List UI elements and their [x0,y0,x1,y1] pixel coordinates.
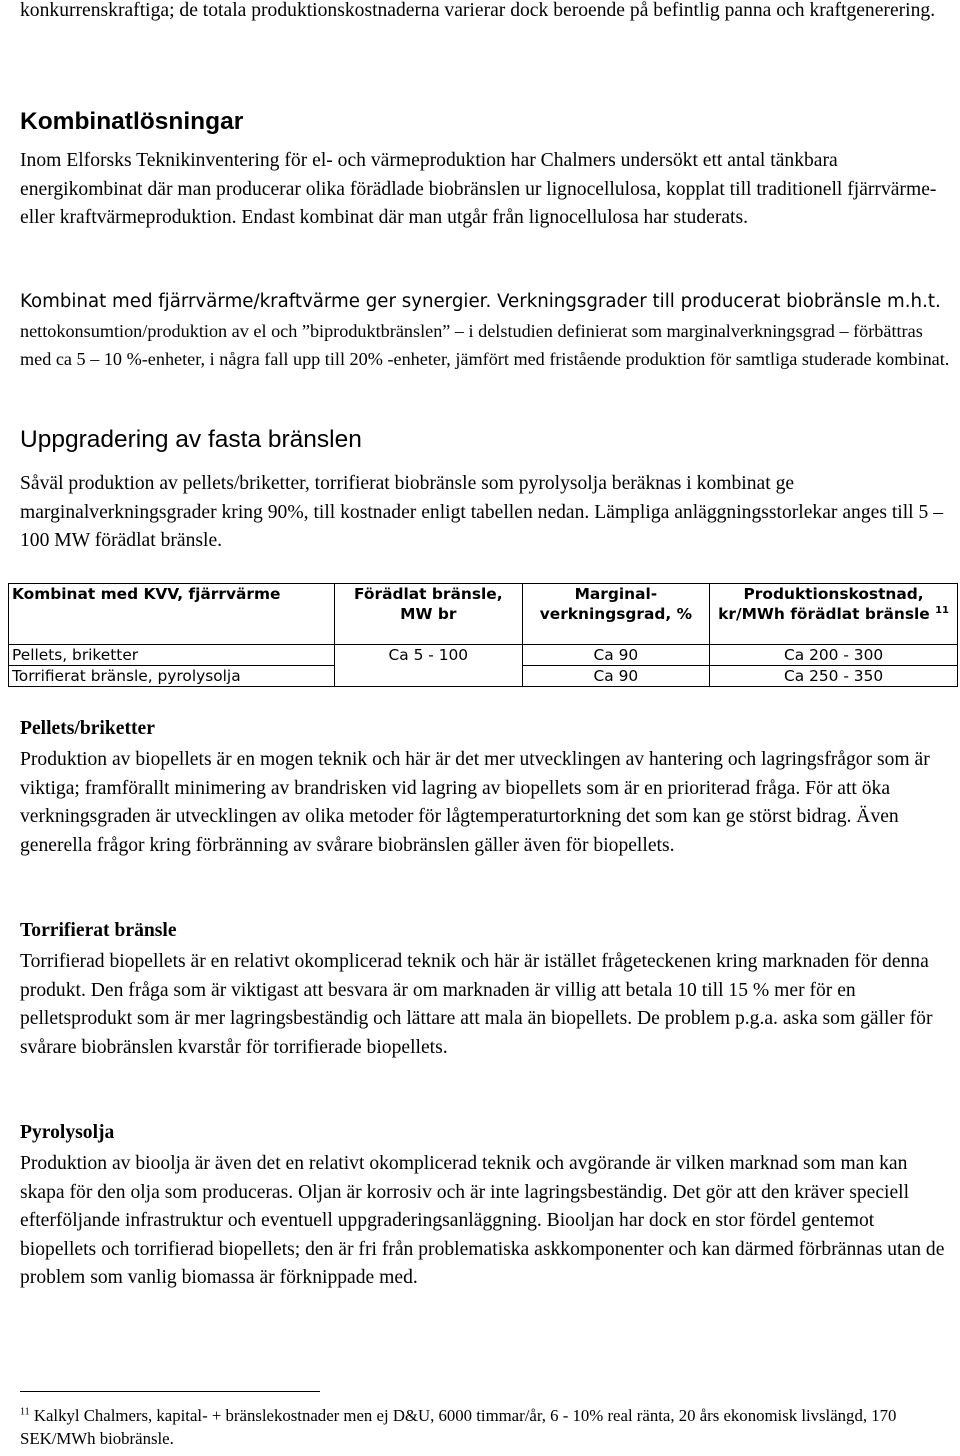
kombinat-paragraph-1: Inom Elforsks Teknikinventering för el- och värmeproduktion har Chalmers undersökt ett antal tänkbara energikombinat där man producerar olika förädlade biobränslen ur lignocellulosa, kopplat till traditionell fjärrvärme- eller kraftvärmeproduktion. Endast kombinat där man utgår från lignocellulosa har studerats. [20,150,937,229]
table-header-cell: Kombinat med KVV, fjärrvärme [9,584,335,645]
kombinat-paragraph-2 [20,287,955,374]
table-cell: Ca 200 - 300 [710,645,958,666]
table-cell: Ca 90 [522,645,710,666]
uppgradering-paragraph: Såväl produktion av pellets/briketter, torrifierat biobränsle som pyrolysolja beräknas i kombinat ge marginalverkningsgrader kring 90%, till kostnader enligt tabellen nedan. Lämpliga anläggningsstorlekar anges till 5 – 100 MW förädlat bränsle. [20,473,944,552]
table-row [9,645,958,666]
table-header-cell-cost [710,584,958,645]
table-cell: Ca 5 - 100 [335,645,523,687]
heading-pyrolysolja: Pyrolysolja [20,1122,115,1143]
table-cell: Pellets, briketter [9,645,335,666]
kombinat-paragraph-2-sans: Kombinat med fjärrvärme/kraftvärme ger synergier. Verkningsgrader till producerat biobränsle m.h.t. [20,291,941,312]
cost-table [8,583,958,687]
kombinat-paragraph-2-serif: nettokonsumtion/produktion av el och ”biproduktbränslen” – i delstudien definierat som marginalverkningsgrad – förbättras med ca 5 – 10 %-enheter, i några fall upp till 20% -enheter, jämfört med fristående produktion för samtliga studerade kombinat. [20,320,950,370]
table-header-row [9,584,958,645]
table-header-cell: Produktionskostnad, kr/MWh förädlat bränsle [718,585,930,623]
table-header-cell: Förädlat bränsle, MW br [335,584,523,645]
pellets-paragraph: Produktion av biopellets är en mogen teknik och här är det mer utvecklingen av hantering och lagringsfrågor som är viktiga; framförallt minimering av brandrisken vid lagring av biopellets som är en prioriterad fråga. För att öka verkningsgraden är utvecklingen av olika metoder för lågtemperaturtorkning det som kan ge störst bidrag. Även generella frågor kring förbränning av svårare biobränslen gäller även för biopellets. [20,749,930,856]
table-cell: Ca 250 - 350 [710,666,958,687]
heading-pellets: Pellets/briketter [20,718,155,739]
footnote-text: Kalkyl Chalmers, kapital- + bränslekostnader men ej D&U, 6000 timmar/år, 6 - 10% real ränta, 20 års ekonomisk livslängd, 170 SEK/MWh biobränsle. [20,1406,897,1448]
table-header-cell: Marginal-verkningsgrad, % [522,584,710,645]
footnote-number: 11 [20,1406,30,1418]
torrifierat-paragraph: Torrifierad biopellets är en relativt okomplicerad teknik och här är istället frågeteckenen kring marknaden för denna produkt. Den fråga som är viktigast att besvara är om marknaden är villig att betala 10 till 15 % mer för en pelletsprodukt som är mer lagringsbeständig och lättare att mala än biopellets. De problem p.g.a. aska som gäller för svårare biobränslen kvarstår för torrifierade biopellets. [20,951,933,1058]
footnote-separator [20,1391,320,1392]
intro-paragraph: konkurrenskraftiga; de totala produktionskostnaderna varierar dock beroende på befintlig panna och kraftgenerering. [20,0,936,21]
footnote-ref: 11 [935,604,949,616]
pyrolysolja-paragraph: Produktion av bioolja är även det en relativt okomplicerad teknik och avgörande är vilken marknad som man kan skapa för den olja som produceras. Oljan är korrosiv och är inte lagringsbeständig. Det gör att den kräver speciell efterföljande infrastruktur och eventuell uppgraderingsanläggning. Biooljan har dock en stor fördel gentemot biopellets och torrifierad biopellets; den är fri från problematiska askkomponenter och kan därmed förbrännas utan de problem som vanlig biomassa är förknippade med. [20,1153,945,1289]
table-cell: Ca 90 [522,666,710,687]
heading-torrifierat: Torrifierat bränsle [20,920,177,941]
heading-kombinatlosningar: Kombinatlösningar [20,108,244,135]
heading-uppgradering: Uppgradering av fasta bränslen [20,426,362,453]
table-cell: Torrifierat bränsle, pyrolysolja [9,666,335,687]
footnote [20,1404,920,1450]
